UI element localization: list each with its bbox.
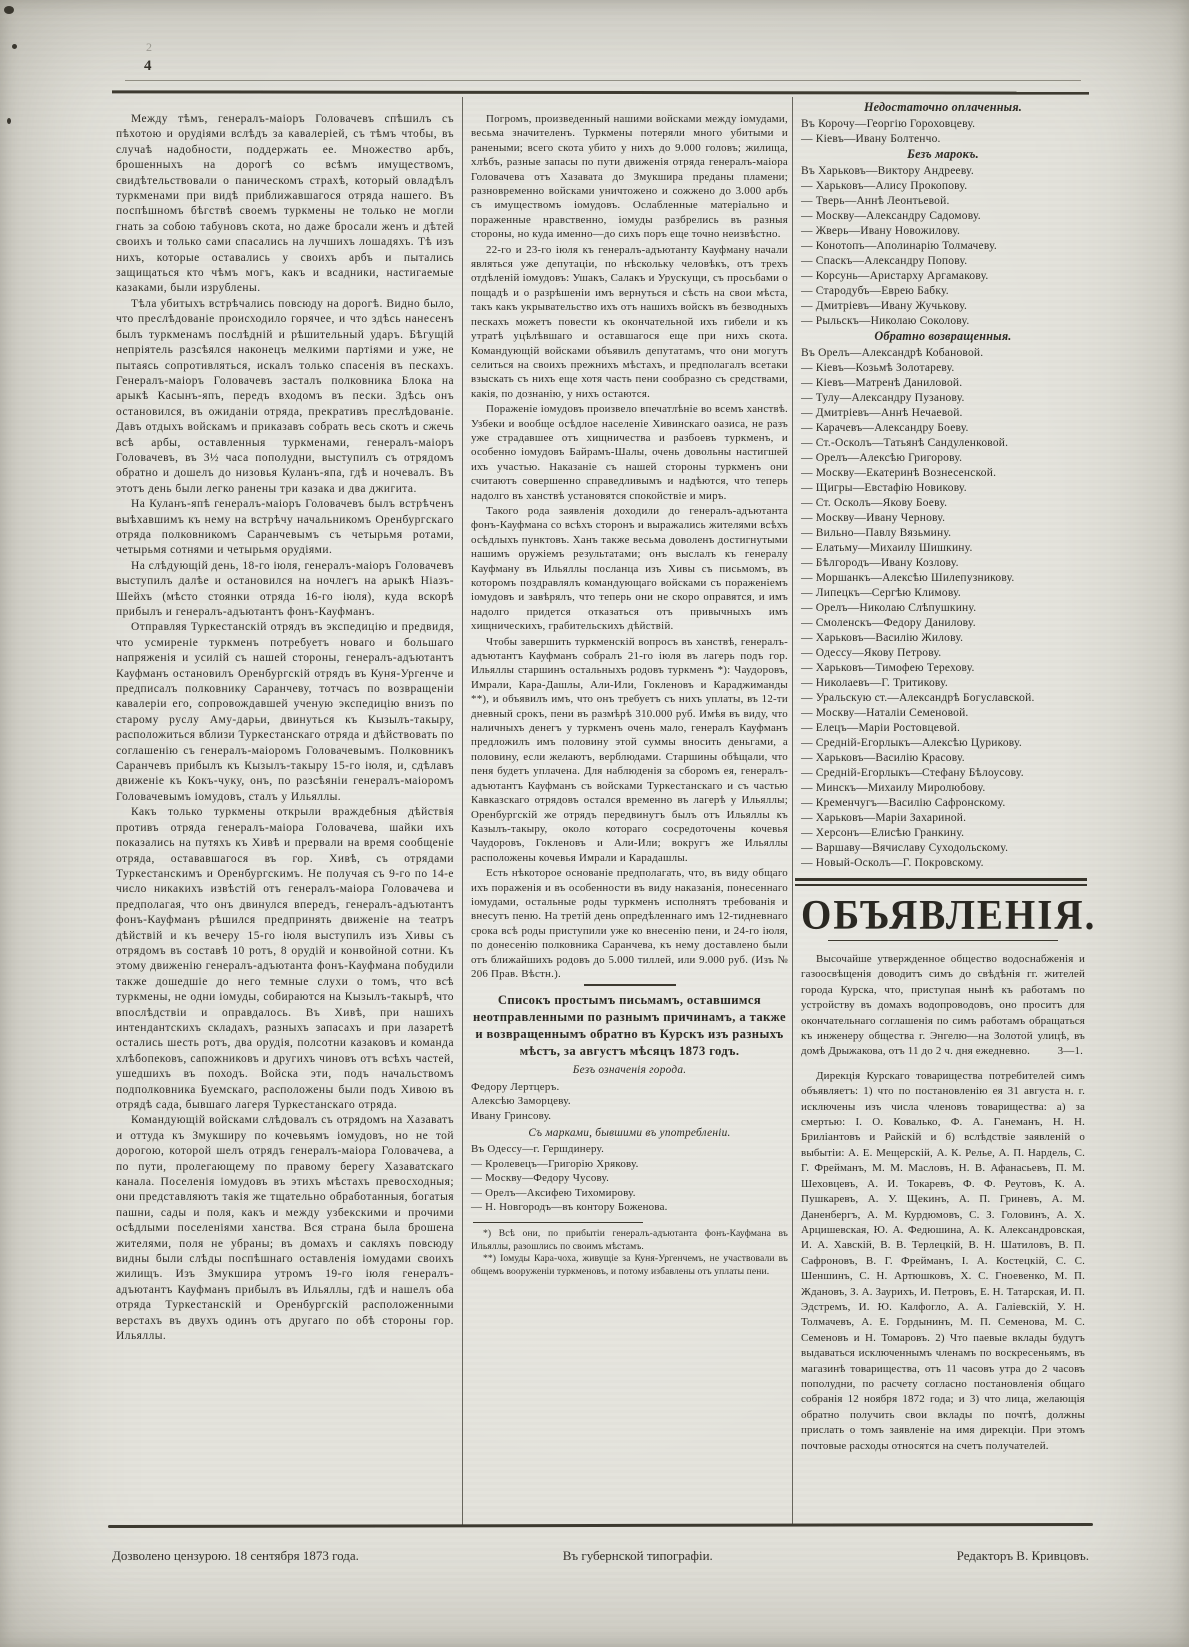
article-paragraph: Такого рода заявленія доходили до генералъ-адъютанта фонъ-Кауфмана со всѣхъ сторонъ и выражались жителями всѣхъ осѣдлыхъ пунктовъ. Ханъ также весьма доволенъ достигнутыми нашимъ оружіемъ результатами; онъ выслалъ къ генералу Кауфману въ Ильяллы посланца изъ Хивы съ письмомъ, въ которомъ поздравлялъ командующаго войсками съ пораженіемъ іомудовъ и завѣрялъ, что теперь они не скоро оправятся, и имъ надолго придется отказаться отъ привычныхъ имъ хищническихъ, грабительскихъ дѣйствій. — [471, 504, 788, 633]
article-paragraph: Командующій войсками слѣдовалъ съ отрядомъ на Хазаватъ и оттуда къ Змукширу по кочевьямъ іомудовъ, но не той дорогою, которой шелъ отрядъ генералъ-маіора Головачева, а по пути, пролегающему по правому берегу Хазаватскаго канала. Поселенія іомудовъ въ этихъ мѣстахъ превосходныя; они представляютъ такія же тщательно обработанныя, богатыя пашни, сады и поля, какъ и между узбекскими и прочими осѣдлыми поселеніями ханства. Вся страна была брошена жителями, поля не убраны; въ домахъ и сакляхъ повсюду видны были слѣды поспѣшнаго оставленія іомудами своихъ жилищъ. Изъ Змукшира утромъ 19-го іюля генералъ-адъютантъ Кауфманъ прибылъ въ Ильяллы, гдѣ и нашелъ оба отряда Туркестанскій и Оренбургскій расположенными верстахъ въ двухъ одинъ отъ другаго по обѣ стороны гор. Ильяллы. — [116, 1114, 454, 1343]
letter-entry: — Орелъ—Николаю Слѣпушкину. — [801, 602, 977, 614]
letter-entry: — Дмитріевъ—Аннѣ Нечаевой. — [801, 407, 963, 419]
article-paragraph: Отправляя Туркестанскій отрядъ въ экспедицію и предвидя, что усмиреніе туркменъ потребуетъ новаго и большаго напряженія и усилій съ нашей стороны, генералъ-адъютантъ Кауфманъ остановилъ Оренбургскій отрядъ въ Куня-Ургенче и предписалъ полковнику Саранчеву, тотчасъ по возвращеніи кавалеріи его, сопровождавшей ученую экспедицію внизъ по старому руслу Аму-дарьи, двинуться къ Кызылъ-такыру, расположиться вблизи Туркестанскаго отряда и дѣйствовать по соглашенію съ генералъ-маіоромъ Головачевымъ. Полковникъ Саранчевъ прибылъ къ Кызылъ-такыру 15-го іюля, и, сдѣлавъ движеніе къ Кокъ-чуку, онъ, по разсѣяніи генералъ-маіоромъ Головачевымъ іомудовъ, сталъ у Ильяллы. — [116, 621, 454, 803]
letter-entry: — Харьковъ—Маріи Захариной. — [801, 812, 967, 824]
scan-artifact — [12, 44, 17, 49]
ads-section-divider — [795, 878, 1087, 886]
letter-entry: — Минскъ—Михаилу Миролюбову. — [801, 782, 986, 794]
letter-entry: — Москву—Екатеринѣ Вознесенской. — [801, 467, 997, 479]
top-thick-rule — [112, 90, 1089, 94]
ad-signature: 3—1. — [1057, 1045, 1083, 1058]
letter-entry: — Харьковъ—Тимофею Терехову. — [801, 662, 975, 674]
article-paragraphs — [471, 112, 788, 981]
footnote: *) Всѣ они, по прибытіи генералъ-адъютанта фонъ-Кауфмана въ Ильяллы, разошлись по своимъ мѣстамъ. — [471, 1228, 788, 1252]
letter-entry: — Орелъ—Алексѣю Григорову. — [801, 452, 963, 464]
letter-entry: — Карачевъ—Александру Боеву. — [801, 422, 969, 434]
letter-entry: Въ Корочу—Георгію Гороховцеву. — [801, 118, 976, 130]
letter-entry: Въ Харьковъ—Виктору Андрееву. — [801, 165, 974, 177]
letter-entry: — Москву—Наталіи Семеновой. — [801, 707, 969, 719]
underpaid-entries — [801, 117, 1085, 147]
article-paragraph: Какъ только туркмены открыли враждебныя дѣйствія противъ отряда генералъ-маіора Головачева, шайки ихъ показались на путяхъ къ Хивѣ и прервали на время сообщеніе отряда, остававшагося въ гор. Хивѣ, съ отрядами Туркестанскимъ и Оренбургскимъ. Не получая съ 9-го по 14-е число никакихъ извѣстій отъ генералъ-маіора Головачева и предполагая, что онъ двинулся впередъ, генералъ-адъютантъ фонъ-Кауфманъ рѣшился предпринять движеніе на театръ дѣйствій и къ вечеру 15-го іюля выступилъ изъ Хивы съ отрядомъ въ составѣ 10 ротъ, 8 орудій и конвойной сотни. Къ этому движенію генералъ-адъютанта фонъ-Кауфмана побудили также дошедшіе до него темные слухи о томъ, что всѣ туркмены, не одни іомуды, собираются на Кызылъ-такырѣ, что впослѣдствіи и оправдалось. Въ Хивѣ, при нашихъ интендантскихъ складахъ, разныхъ запасахъ и при лазаретѣ остались шесть ротъ, два орудія, полсотни казаковъ и команда хлѣбопековъ, сапожниковъ и другихъ чиновъ отъ всѣхъ частей, ушедшихъ въ походъ. Войска эти, подъ начальствомъ подполковника Буемскаго, расположены были подъ Хивою въ отрядѣ сада, бывшаго лагеря Туркестанскаго отряда. — [116, 806, 454, 1111]
letter-entry: — Кременчугъ—Василію Сафронскому. — [801, 797, 1006, 809]
letter-entry: — Ст. Осколъ—Якову Боеву. — [801, 497, 948, 509]
ad-body: Высочайше утвержденное общество водоснабженія и газоосвѣщенія доводитъ симъ до свѣдѣнія гг. жителей города Курска, что, приступая нынѣ къ работамъ по устройству въ домахъ водопроводовъ, оно проситъ для окончательнаго соглашенія по симъ работамъ обращаться къ инженеру общества г. Энгелю—на Золотой улицѣ, въ домѣ Дрыжакова, отъ 11 до 2 ч. дня ежедневно. — [801, 953, 1085, 1058]
ad-consumer-society — [801, 1069, 1085, 1454]
bottom-rule — [108, 1523, 1093, 1528]
column-1-article — [116, 112, 454, 1345]
scan-artifact — [7, 118, 11, 124]
article-paragraph: Тѣла убитыхъ встрѣчались повсюду на дорогѣ. Видно было, что преслѣдованіе происходило горячее, и что здѣсь нанесенъ былъ туркменамъ послѣдній и рѣшительный ударъ. Бѣгущій непріятель разсѣялся наконецъ мелкими партіями и уже, не пытаясь сопротивляться, искалъ только спасенія въ пескахъ. Генералъ-маіоръ Головачевъ засталъ полковника Блока на арыкѣ Касынъ-япъ, передъ входомъ въ пески. Здѣсь онъ остановился, въ ожиданіи отряда, прекративъ преслѣдованіе. Давъ отдыхъ войскамъ и приказавъ собрать весь скотъ и сжечь всѣ арбы, оставленныя туркменами, генералъ-маіоръ Головачевъ, въ 3½ часа пополудни, выступилъ съ отрядомъ обратно и дошелъ до низовья Куланъ-япа, гдѣ и ночевалъ. Въ этотъ день были легко ранены три казака и два джигита. — [116, 297, 454, 495]
letter-entry: — Кролевецъ—Григорію Хрякову. — [471, 1157, 639, 1170]
letter-entry: — Конотопъ—Аполинарію Толмачеву. — [801, 240, 997, 252]
subhead-no-city: Безъ означенія города. — [572, 1064, 687, 1077]
letter-entry: — Н. Новгородъ—въ контору Боженова. — [471, 1201, 668, 1214]
letter-entry: Федору Лертцеръ. — [471, 1080, 560, 1093]
no-stamps-heading: Безъ марокъ. — [907, 147, 979, 161]
letter-entry: — Щигры—Евстафію Новикову. — [801, 482, 967, 494]
censor-note: Дозволено цензурою. 18 сентября 1873 года. — [112, 1548, 359, 1563]
letter-entry: — Москву—Федору Чусову. — [471, 1172, 610, 1185]
ad-water-society — [801, 952, 1085, 1060]
article-paragraph: Пораженіе іомудовъ произвело впечатлѣніе во всемъ ханствѣ. Узбеки и вообще осѣдлое населеніе Хивинскаго оазиса, не разъ уже страдавшее отъ хищничества и разбоевъ туркменъ, и особенно іомудовъ Байрамъ-Шалы, очень довольны настигшей ихъ участью. Наказаніе съ нашей стороны туркменъ они считаютъ совершенно справедливымъ и надѣются, что теперь надолго въ ханствѣ установятся спокойствіе и миръ. — [471, 403, 788, 502]
column-divider-2 — [792, 97, 793, 1526]
imprint-line — [112, 1548, 1089, 1564]
article-paragraph: Погромъ, произведенный нашими войсками между іомудами, весьма значителенъ. Туркмены потеряли много убитыми и ранеными; всего скота убито у нихъ до 9.000 головъ; жилища, хлѣбъ, разные запасы по пути движенія отряда генералъ-маіора Головачева отъ Хазавата до Змукшира преданы пламени; разновременно войсками уничтожено и сожжено до 3.000 арбъ съ имуществомъ іомудовъ. Ослабленные матеріально и пораженные нравственно, іомуды разбрелись въ разныя стороны, но куда именно—до сихъ поръ еще точно неизвѣстно. — [471, 113, 788, 241]
letter-entry: — Дмитріевъ—Ивану Жучькову. — [801, 300, 968, 312]
citation-rule — [584, 984, 676, 986]
letter-entry: Ивану Гринсову. — [471, 1109, 552, 1122]
letter-entry: — Смоленскъ—Федору Данилову. — [801, 617, 976, 629]
letter-entry: — Херсонъ—Елисѣю Гранкину. — [801, 827, 965, 839]
letter-entry: — Липецкъ—Сергѣю Климову. — [801, 587, 961, 599]
letter-entry: — Спаскъ—Александру Попову. — [801, 255, 968, 267]
letter-entry: — Средній-Егорлыкъ—Алексѣю Цурикову. — [801, 737, 1022, 749]
column-3 — [801, 100, 1097, 1463]
ghost-page-number: 2 — [146, 40, 152, 54]
letter-entry: — Стародубъ—Еврею Бабку. — [801, 285, 949, 297]
no-city-entries — [471, 1080, 788, 1123]
ads-title-rule — [828, 940, 1058, 942]
letter-entry: — Елатьму—Михаилу Шишкину. — [801, 542, 973, 554]
article-paragraph: 22-го и 23-го іюля къ генералъ-адъютанту Кауфману начали являться уже депутаціи, по нѣскольку человѣкъ, отъ трехъ отдѣленій іомудовъ: Ушакъ, Салакъ и Урускущи, съ просьбами о пощадѣ и о разрѣшеніи имъ вернуться и сѣсть на свои мѣста, такъ какъ укрывательство ихъ отъ нашихъ войскъ въ безводныхъ пескахъ можетъ повести къ окончательной ихъ гибели и къ утратѣ уцѣлѣвшаго и оставшагося еще при нихъ скота. Командующій войсками объявилъ депутатамъ, что они могутъ селиться на своихъ прежнихъ мѣстахъ, и предполагалъ всетаки взыскать съ нихъ еще хотя часть пени сообразно съ средствами, какія, по дознанію, у нихъ остаются. — [471, 243, 788, 400]
letter-entry: — Бѣлгородъ—Ивану Козлову. — [801, 557, 959, 569]
top-thin-rule — [125, 80, 1081, 81]
ad-body: Дирекція Курскаго товарищества потребителей симъ объявляетъ: 1) что по постановленію ея 31 августа н. г. исключены изъ числа членовъ товарищества: а) за смертью: І. О. Ковалько, Ф. А. Ганеманъ, Н. Н. Бриліантовъ и Райскій и б) вслѣдствіе заявленій о выбытіи: А. Е. Мещерскій, А. К. Релье, А. П. Нардель, С. Г. Фрейманъ, М. М. Масловъ, Н. В. Афанасьевъ, П. М. Шеховцевъ, А. И. Токаревъ, Ф. Ф. Реутовъ, К. А. Пушкаревъ, А. У. Щекинъ, А. П. Гриневъ, А. М. Даненбергъ, А. М. Курдюмовъ, С. З. Головинъ, А. Х. Арцишевская, Ю. А. Федюшина, А. К. Александровская, И. А. Хавскій, В. В. Терлецкій, В. Н. Шатиловъ, В. П. Сафроновъ, В. Г. Фрейманъ, І. А. Костецкій, С. С. Шеншинъ, С. Н. Артюшковъ, Х. С. Гноевенко, М. П. Ждановъ, З. А. Заурихъ, И. Петровъ, Е. Н. Татарская, И. П. Эдстремъ, И. Ю. Калфогло, А. А. Галіевскій, У. Н. Толмачевъ, А. Е. Гордынинъ, М. П. Семенова, М. С. Семеновъ и Н. Томаровъ. 2) Что паевые вклады будутъ выдаваться исключеннымъ членамъ по воскресеньямъ, въ магазинѣ товарищества, отъ 11 часовъ утра до 2 часовъ пополудни, по расчету согласно постановленія общаго собранія 12 ноября 1872 года; и 3) что лица, желающія обратно получить свои вклады по почтѣ, должны прислать о томъ заявленіе на имя дирекціи. При этомъ почтовые расходы относятся на счетъ получателей. — [801, 1069, 1085, 1452]
article-paragraphs — [116, 112, 454, 1345]
letter-entry: — Елецъ—Маріи Ростовцевой. — [801, 722, 961, 734]
letter-entry: Въ Одессу—г. Гершдинеру. — [471, 1143, 605, 1156]
letter-entry: — Харьковъ—Василію Жилову. — [801, 632, 964, 644]
letter-entry: — Варшаву—Вячиславу Суходольскому. — [801, 842, 1009, 854]
underpaid-heading: Недостаточно оплаченныя. — [863, 100, 1023, 114]
article-paragraph: На Куланъ-япѣ генералъ-маіоръ Головачевъ былъ встрѣченъ выѣхавшимъ къ нему на встрѣчу начальникомъ Оренбургскаго отряда полковникомъ Саранчевымъ съ четырьмя ротами, четырьмя сотнями и четырьмя орудіями. — [116, 498, 454, 557]
letters-list-title: Списокъ простымъ письмамъ, оставшимся неотправленными по разнымъ причинамъ, а также и возвращеннымъ обратно въ Курскъ изъ разныхъ мѣстъ, за августъ мѣсяцъ 1873 годъ. — [472, 993, 787, 1059]
letter-entry: — Тверь—Аннѣ Леонтьевой. — [801, 195, 950, 207]
letter-entry: — Вильно—Павлу Вязьмину. — [801, 527, 952, 539]
letter-entry: — Николаевъ—Г. Тритикову. — [801, 677, 949, 689]
letter-entry: — Уральскую ст.—Александрѣ Богуславской. — [801, 692, 1035, 704]
letter-entry: — Харьковъ—Алису Прокопову. — [801, 180, 968, 192]
scan-artifact — [4, 6, 14, 14]
column-divider-1 — [462, 97, 463, 1526]
column-2-article — [471, 112, 788, 1278]
letter-entry: — Москву—Ивану Чернову. — [801, 512, 946, 524]
letter-entry: — Жверь—Ивану Новожилову. — [801, 225, 961, 237]
letter-entry: — Ст.-Осколъ—Татьянѣ Сандуленковой. — [801, 437, 1009, 449]
letter-entry: — Кіевъ—Матренѣ Даниловой. — [801, 377, 963, 389]
article-paragraph: Чтобы завершить туркменскій вопросъ въ ханствѣ, генералъ-адъютантъ Кауфманъ собралъ 21-го іюля въ лагерь подъ гор. Ильяллы старшинъ остальныхъ родовъ туркменъ *): Чаудоровъ, Имрали, Кара-Дашлы, Али-Или, Гокленовъ и Караджиманды **), и объявилъ имъ, что онъ требуетъ съ нихъ уплаты, въ 12-ти дневный срокъ, пени въ размѣрѣ 310.000 руб. Имѣя въ виду, что наличныхъ денегъ у туркменъ очень мало, генералъ Кауфманъ предложилъ имъ половину этой суммы вносить деньгами, а половину, если желаютъ, верблюдами. Старшины обѣщали, что пеня будетъ уплачена. Для наблюденія за сборомъ ея, генералъ-адъютантъ Кауфманъ съ войсками Туркестанскаго и съ частью Кавказскаго отрядовъ остался временно въ лагерѣ у Ильяллы; Оренбургскій же отрядъ передвинутъ былъ отъ Ильяллы къ Казылъ-такыру, около котораго сосредоточены кочевья Чаудоровъ, Гокленовъ и Али-Или; вокругъ же Ильяллы расположены кочевья Имрали и Карадашлы. — [471, 635, 788, 864]
article-paragraph: Между тѣмъ, генералъ-маіоръ Головачевъ спѣшилъ съ пѣхотою и орудіями вслѣдъ за кавалеріей, съ тѣмъ чтобы, въ случаѣ надобности, поддержать ее. Множество арбъ, брошенныхъ на дорогѣ со всѣмъ имуществомъ, свидѣтельствовали о паническомъ страхѣ, который овладѣлъ туркменами при видѣ приближавшагося отряда нашего. Въ поспѣшномъ бѣгствѣ своемъ туркмены не только не могли гнать за собою табуновъ скота, но даже бросали женъ и дѣтей своихъ и только сами спасались на лучшихъ лошадяхъ. Тѣ изъ нихъ, которые оставались у своихъ арбъ и пытались защищаться кто чѣмъ могъ, какъ и всадники, настигаемые казаками, были изрублены. — [116, 113, 454, 295]
letter-entry: — Тулу—Александру Пузанову. — [801, 392, 965, 404]
letter-entry: — Моршанкъ—Алексѣю Шилепузникову. — [801, 572, 1015, 584]
footnote-rule — [473, 1222, 643, 1224]
no-stamps-entries — [801, 164, 1085, 329]
letter-entry: — Одессу—Якову Петрову. — [801, 647, 942, 659]
letter-entry: — Средній-Егорлыкъ—Стефану Бѣлоусову. — [801, 767, 1024, 779]
letter-entry: Въ Орелъ—Александрѣ Кобановой. — [801, 347, 984, 359]
article-paragraph: Есть нѣкоторое основаніе предполагать, что, въ виду общаго ихъ пораженія и въ особенности въ виду наказанія, понесеннаго іомудами, остальные роды туркменъ исполнятъ требованія и внесутъ пеню. На третій день опредѣленнаго имъ 12-тидневнаго срока всѣ роды приступили уже ко внесенію пени, и 24-го іюля, по донесенію полковника Саранчева, къ нему доставлено были отъ ближайшихъ родовъ до 5.000 тиллей, или 9.000 руб. (Изъ № 206 Прав. Вѣстн.). — [471, 867, 788, 980]
footnotes — [471, 1228, 788, 1278]
letter-entry: — Корсунь—Аристарху Аргамакову. — [801, 270, 989, 282]
returned-entries — [801, 346, 1085, 871]
article-paragraph: На слѣдующій день, 18-го іюля, генералъ-маіоръ Головачевъ выступилъ далѣе и остановился на ночлегъ на арыкѣ Ніазъ-Шейхъ (мѣсто стоянки отряда 16-го іюля), куда вскорѣ прибылъ и генералъ-адъютантъ фонъ-Кауфманъ. — [116, 559, 454, 618]
ads-section-title: ОБЪЯВЛЕНІЯ. — [801, 892, 1097, 939]
letter-entry: — Новый-Осколъ—Г. Покровскому. — [801, 857, 984, 869]
letter-entry: — Рыльскъ—Николаю Соколову. — [801, 315, 970, 327]
used-stamps-entries — [471, 1142, 788, 1214]
letter-entry: — Орелъ—Аксифею Тихомирову. — [471, 1186, 636, 1199]
returned-heading: Обратно возвращенныя. — [874, 329, 1012, 343]
subhead-used-stamps: Съ марками, бывшими въ употребленіи. — [528, 1127, 731, 1139]
footnote: **) Іомуды Кара-чоха, живущіе за Куня-Ургенчемъ, не участвовали въ общемъ вооруженіи туркменовъ, и потому избавлены отъ уплаты пени. — [471, 1253, 788, 1277]
letter-entry: — Москву—Александру Садомову. — [801, 210, 981, 222]
letter-entry: — Харьковъ—Василію Красову. — [801, 752, 965, 764]
letter-entry: Алексѣю Заморцеву. — [471, 1095, 571, 1108]
page-number: 4 — [144, 58, 152, 74]
letter-entry: — Кіевъ—Козьмѣ Золотареву. — [801, 362, 955, 374]
printer-note: Въ губернской типографіи. — [562, 1548, 713, 1563]
editor-note: Редакторъ В. Кривцовъ. — [956, 1548, 1089, 1563]
letter-entry: — Кіевъ—Ивану Болтенчо. — [801, 133, 941, 145]
